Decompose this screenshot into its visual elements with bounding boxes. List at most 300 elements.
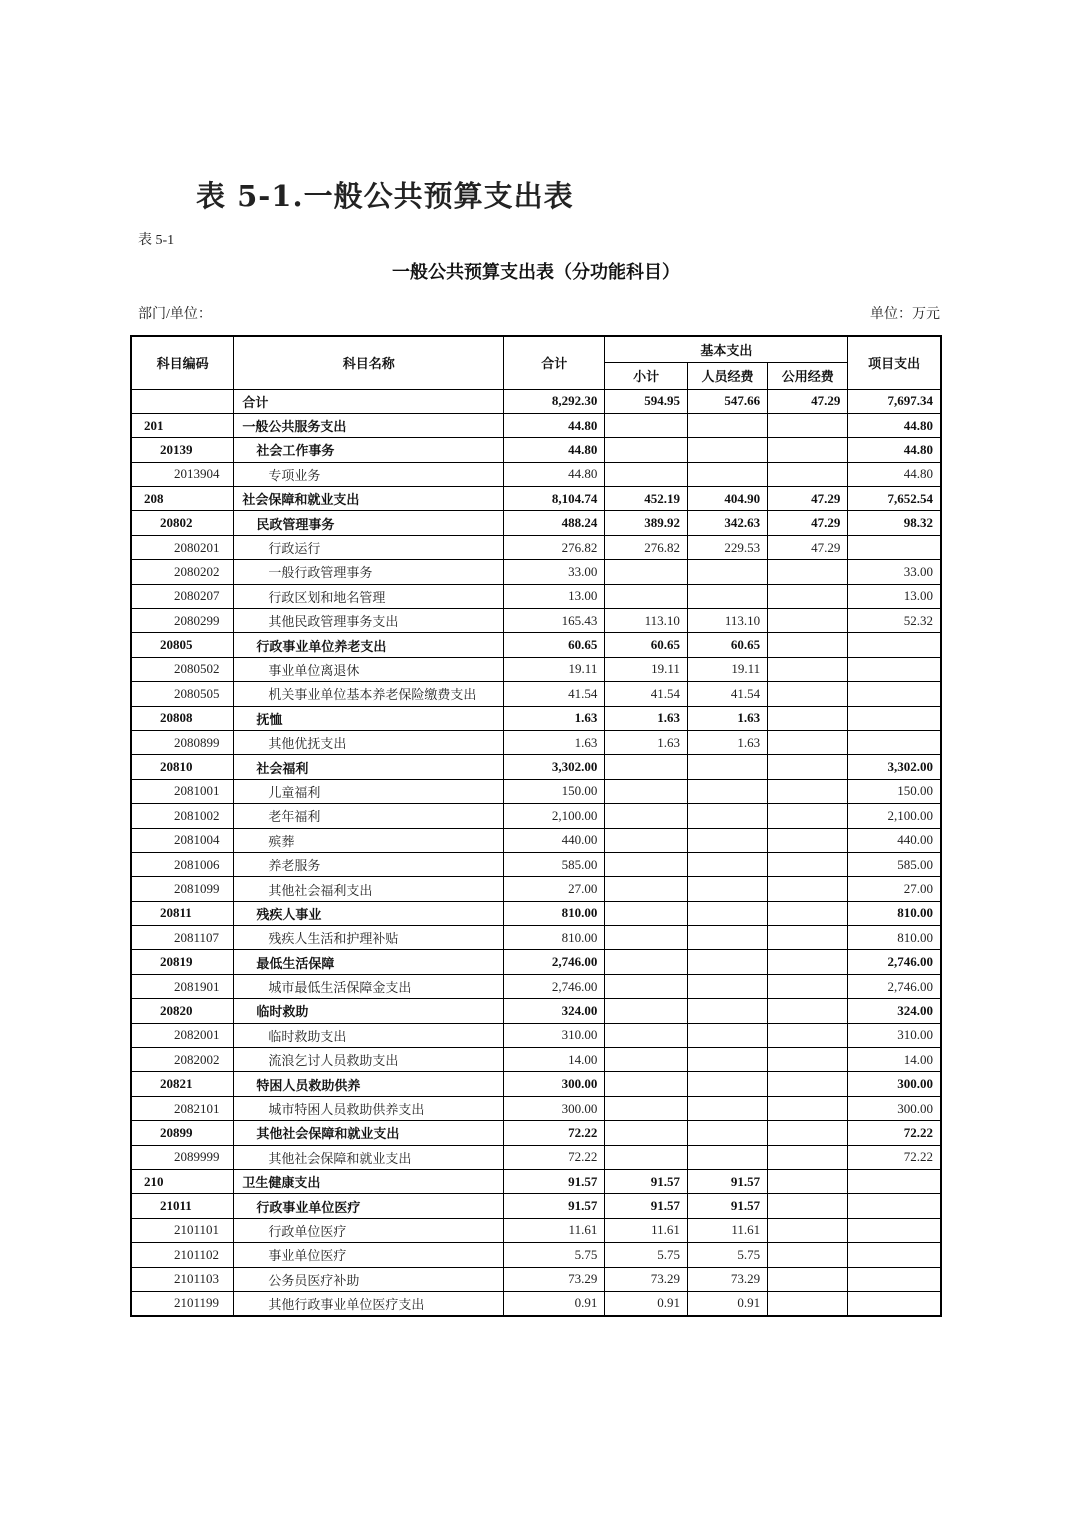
table-number-label: 表 5-1 — [138, 233, 175, 248]
cell-personnel: 547.66 — [687, 389, 767, 413]
cell-code: 20821 — [131, 1072, 234, 1096]
cell-public — [768, 1121, 848, 1145]
cell-code: 2081901 — [131, 974, 234, 998]
cell-subtotal — [605, 1048, 688, 1072]
table-row — [131, 535, 941, 559]
cell-project: 44.80 — [848, 462, 941, 486]
cell-public: 47.29 — [768, 389, 848, 413]
cell-personnel: 60.65 — [687, 633, 767, 657]
cell-subtotal — [605, 926, 688, 950]
cell-code: 210 — [131, 1170, 234, 1194]
cell-code: 21011 — [131, 1194, 234, 1218]
cell-code — [131, 389, 234, 413]
cell-public — [768, 584, 848, 608]
cell-personnel — [687, 438, 767, 462]
cell-project: 52.32 — [848, 609, 941, 633]
cell-public — [768, 1267, 848, 1291]
cell-name: 公务员医疗补助 — [234, 1267, 504, 1291]
cell-public — [768, 852, 848, 876]
cell-public — [768, 1145, 848, 1169]
cell-name: 流浪乞讨人员救助支出 — [234, 1048, 504, 1072]
cell-subtotal — [605, 1145, 688, 1169]
cell-name: 其他优抚支出 — [234, 730, 504, 754]
cell-total: 60.65 — [504, 633, 605, 657]
cell-name: 特困人员救助供养 — [234, 1072, 504, 1096]
cell-public — [768, 926, 848, 950]
cell-total: 73.29 — [504, 1267, 605, 1291]
cell-total: 0.91 — [504, 1291, 605, 1315]
table-row — [131, 389, 941, 413]
cell-name: 儿童福利 — [234, 779, 504, 803]
cell-name: 其他社会保障和就业支出 — [234, 1121, 504, 1145]
cell-project: 440.00 — [848, 828, 941, 852]
table-row — [131, 1218, 941, 1242]
cell-project: 585.00 — [848, 852, 941, 876]
cell-code: 2080502 — [131, 657, 234, 681]
cell-total: 44.80 — [504, 462, 605, 486]
cell-personnel: 113.10 — [687, 609, 767, 633]
cell-subtotal: 389.92 — [605, 511, 688, 535]
cell-personnel — [687, 999, 767, 1023]
budget-table-body — [131, 389, 941, 1316]
cell-subtotal — [605, 877, 688, 901]
cell-public — [768, 413, 848, 437]
cell-name: 其他社会保障和就业支出 — [234, 1145, 504, 1169]
cell-personnel: 0.91 — [687, 1291, 767, 1315]
cell-public — [768, 657, 848, 681]
cell-public — [768, 974, 848, 998]
cell-total: 276.82 — [504, 535, 605, 559]
table-row — [131, 755, 941, 779]
cell-project: 7,697.34 — [848, 389, 941, 413]
cell-total: 14.00 — [504, 1048, 605, 1072]
cell-code: 2080202 — [131, 560, 234, 584]
cell-total: 165.43 — [504, 609, 605, 633]
table-row — [131, 511, 941, 535]
cell-personnel — [687, 877, 767, 901]
cell-public — [768, 609, 848, 633]
cell-public — [768, 755, 848, 779]
header-code: 科目编码 — [131, 336, 234, 389]
cell-total: 8,104.74 — [504, 487, 605, 511]
cell-name: 行政区划和地名管理 — [234, 584, 504, 608]
cell-public — [768, 462, 848, 486]
cell-subtotal — [605, 462, 688, 486]
table-row — [131, 487, 941, 511]
cell-total: 72.22 — [504, 1145, 605, 1169]
cell-public — [768, 1243, 848, 1267]
cell-code: 2081002 — [131, 804, 234, 828]
cell-name: 老年福利 — [234, 804, 504, 828]
cell-project: 27.00 — [848, 877, 941, 901]
cell-public — [768, 1048, 848, 1072]
cell-total: 3,302.00 — [504, 755, 605, 779]
cell-total: 41.54 — [504, 682, 605, 706]
department-label: 部门/单位： — [138, 307, 212, 322]
cell-project: 3,302.00 — [848, 755, 941, 779]
cell-name: 民政管理事务 — [234, 511, 504, 535]
cell-name: 城市特困人员救助供养支出 — [234, 1096, 504, 1120]
cell-code: 2101103 — [131, 1267, 234, 1291]
cell-total: 91.57 — [504, 1194, 605, 1218]
cell-project — [848, 1291, 941, 1315]
cell-personnel: 41.54 — [687, 682, 767, 706]
cell-name: 其他行政事业单位医疗支出 — [234, 1291, 504, 1315]
cell-subtotal: 41.54 — [605, 682, 688, 706]
table-row — [131, 1096, 941, 1120]
cell-subtotal — [605, 804, 688, 828]
header-project: 项目支出 — [848, 336, 941, 389]
cell-name: 养老服务 — [234, 852, 504, 876]
cell-code: 2081004 — [131, 828, 234, 852]
cell-public — [768, 1218, 848, 1242]
cell-public — [768, 438, 848, 462]
cell-personnel — [687, 1048, 767, 1072]
cell-public — [768, 1170, 848, 1194]
cell-project: 150.00 — [848, 779, 941, 803]
cell-code: 2082101 — [131, 1096, 234, 1120]
cell-public — [768, 901, 848, 925]
cell-name: 合计 — [234, 389, 504, 413]
cell-subtotal — [605, 974, 688, 998]
header-subtotal: 小计 — [605, 362, 688, 389]
cell-personnel — [687, 1023, 767, 1047]
cell-public — [768, 1072, 848, 1096]
cell-name: 事业单位医疗 — [234, 1243, 504, 1267]
header-public: 公用经费 — [768, 362, 848, 389]
cell-project — [848, 657, 941, 681]
cell-public — [768, 828, 848, 852]
cell-code: 2081099 — [131, 877, 234, 901]
table-row — [131, 1243, 941, 1267]
cell-code: 20139 — [131, 438, 234, 462]
cell-public: 47.29 — [768, 511, 848, 535]
cell-code: 2101101 — [131, 1218, 234, 1242]
cell-personnel: 73.29 — [687, 1267, 767, 1291]
cell-public — [768, 950, 848, 974]
cell-public — [768, 1096, 848, 1120]
cell-personnel — [687, 462, 767, 486]
cell-personnel — [687, 974, 767, 998]
table-row — [131, 877, 941, 901]
cell-project: 810.00 — [848, 926, 941, 950]
cell-public — [768, 682, 848, 706]
cell-project — [848, 1243, 941, 1267]
cell-subtotal: 1.63 — [605, 706, 688, 730]
table-row — [131, 804, 941, 828]
cell-project — [848, 1170, 941, 1194]
cell-total: 810.00 — [504, 926, 605, 950]
cell-name: 临时救助支出 — [234, 1023, 504, 1047]
cell-total: 2,100.00 — [504, 804, 605, 828]
table-row — [131, 999, 941, 1023]
cell-project: 33.00 — [848, 560, 941, 584]
cell-project — [848, 633, 941, 657]
cell-subtotal — [605, 852, 688, 876]
table-row — [131, 1291, 941, 1315]
cell-total: 91.57 — [504, 1170, 605, 1194]
header-total: 合计 — [504, 336, 605, 389]
cell-subtotal: 91.57 — [605, 1170, 688, 1194]
table-row — [131, 584, 941, 608]
cell-total: 11.61 — [504, 1218, 605, 1242]
cell-subtotal: 11.61 — [605, 1218, 688, 1242]
cell-subtotal: 594.95 — [605, 389, 688, 413]
cell-total: 300.00 — [504, 1096, 605, 1120]
budget-table — [130, 335, 942, 1317]
cell-total: 19.11 — [504, 657, 605, 681]
cell-subtotal — [605, 413, 688, 437]
cell-name: 一般公共服务支出 — [234, 413, 504, 437]
cell-subtotal — [605, 438, 688, 462]
cell-total: 150.00 — [504, 779, 605, 803]
table-row — [131, 633, 941, 657]
table-row — [131, 901, 941, 925]
cell-code: 2081107 — [131, 926, 234, 950]
cell-total: 33.00 — [504, 560, 605, 584]
header-row-1 — [131, 336, 941, 362]
cell-code: 2013904 — [131, 462, 234, 486]
cell-personnel: 1.63 — [687, 706, 767, 730]
cell-name: 残疾人事业 — [234, 901, 504, 925]
cell-project — [848, 682, 941, 706]
cell-total: 13.00 — [504, 584, 605, 608]
cell-name: 行政运行 — [234, 535, 504, 559]
table-row — [131, 438, 941, 462]
cell-code: 2080299 — [131, 609, 234, 633]
cell-total: 1.63 — [504, 730, 605, 754]
table-row — [131, 974, 941, 998]
cell-subtotal — [605, 1096, 688, 1120]
cell-project: 2,100.00 — [848, 804, 941, 828]
cell-name: 事业单位离退休 — [234, 657, 504, 681]
table-row — [131, 1267, 941, 1291]
cell-personnel: 91.57 — [687, 1194, 767, 1218]
cell-name: 社会福利 — [234, 755, 504, 779]
cell-personnel — [687, 852, 767, 876]
cell-subtotal — [605, 779, 688, 803]
cell-total: 1.63 — [504, 706, 605, 730]
cell-code: 20811 — [131, 901, 234, 925]
cell-personnel — [687, 755, 767, 779]
cell-total: 810.00 — [504, 901, 605, 925]
cell-subtotal — [605, 584, 688, 608]
cell-personnel: 342.63 — [687, 511, 767, 535]
cell-project: 13.00 — [848, 584, 941, 608]
cell-project: 44.80 — [848, 413, 941, 437]
cell-code: 2080207 — [131, 584, 234, 608]
table-row — [131, 852, 941, 876]
cell-personnel — [687, 779, 767, 803]
cell-subtotal — [605, 1072, 688, 1096]
cell-total: 2,746.00 — [504, 950, 605, 974]
table-row — [131, 1145, 941, 1169]
cell-name: 行政事业单位医疗 — [234, 1194, 504, 1218]
table-row — [131, 560, 941, 584]
cell-public — [768, 1194, 848, 1218]
cell-project: 2,746.00 — [848, 974, 941, 998]
cell-personnel — [687, 584, 767, 608]
cell-project: 98.32 — [848, 511, 941, 535]
table-row — [131, 682, 941, 706]
cell-personnel: 91.57 — [687, 1170, 767, 1194]
cell-name: 殡葬 — [234, 828, 504, 852]
cell-subtotal: 60.65 — [605, 633, 688, 657]
cell-personnel: 5.75 — [687, 1243, 767, 1267]
cell-name: 其他社会福利支出 — [234, 877, 504, 901]
cell-code: 2101102 — [131, 1243, 234, 1267]
cell-personnel — [687, 901, 767, 925]
table-row — [131, 1170, 941, 1194]
cell-code: 20820 — [131, 999, 234, 1023]
cell-project: 72.22 — [848, 1121, 941, 1145]
cell-code: 2080201 — [131, 535, 234, 559]
cell-name: 社会工作事务 — [234, 438, 504, 462]
table-row — [131, 1048, 941, 1072]
cell-total: 44.80 — [504, 438, 605, 462]
cell-code: 20808 — [131, 706, 234, 730]
header-personnel: 人员经费 — [687, 362, 767, 389]
cell-name: 最低生活保障 — [234, 950, 504, 974]
cell-subtotal — [605, 755, 688, 779]
cell-code: 2080899 — [131, 730, 234, 754]
cell-project — [848, 706, 941, 730]
cell-public — [768, 633, 848, 657]
cell-personnel — [687, 560, 767, 584]
cell-project: 44.80 — [848, 438, 941, 462]
cell-project: 310.00 — [848, 1023, 941, 1047]
cell-code: 20810 — [131, 755, 234, 779]
unit-label: 单位：万元 — [870, 307, 940, 322]
cell-project — [848, 730, 941, 754]
cell-subtotal: 0.91 — [605, 1291, 688, 1315]
cell-public — [768, 779, 848, 803]
cell-public — [768, 1291, 848, 1315]
cell-name: 行政单位医疗 — [234, 1218, 504, 1242]
cell-personnel — [687, 950, 767, 974]
cell-project: 324.00 — [848, 999, 941, 1023]
cell-code: 20802 — [131, 511, 234, 535]
cell-total: 8,292.30 — [504, 389, 605, 413]
cell-subtotal — [605, 999, 688, 1023]
table-row — [131, 926, 941, 950]
cell-subtotal: 452.19 — [605, 487, 688, 511]
table-row — [131, 950, 941, 974]
cell-personnel: 19.11 — [687, 657, 767, 681]
cell-code: 2081001 — [131, 779, 234, 803]
table-row — [131, 706, 941, 730]
cell-project — [848, 1194, 941, 1218]
cell-code: 2101199 — [131, 1291, 234, 1315]
cell-subtotal — [605, 560, 688, 584]
cell-public — [768, 1023, 848, 1047]
cell-project: 300.00 — [848, 1096, 941, 1120]
cell-subtotal — [605, 1023, 688, 1047]
cell-project: 810.00 — [848, 901, 941, 925]
cell-personnel — [687, 413, 767, 437]
cell-subtotal: 113.10 — [605, 609, 688, 633]
cell-personnel — [687, 804, 767, 828]
table-row — [131, 1194, 941, 1218]
table-header — [131, 336, 941, 389]
cell-total: 2,746.00 — [504, 974, 605, 998]
table-row — [131, 609, 941, 633]
cell-name: 卫生健康支出 — [234, 1170, 504, 1194]
table-row — [131, 730, 941, 754]
cell-project — [848, 1218, 941, 1242]
cell-name: 残疾人生活和护理补贴 — [234, 926, 504, 950]
cell-name: 社会保障和就业支出 — [234, 487, 504, 511]
cell-code: 20819 — [131, 950, 234, 974]
cell-code: 20805 — [131, 633, 234, 657]
cell-public — [768, 999, 848, 1023]
cell-total: 72.22 — [504, 1121, 605, 1145]
cell-project: 7,652.54 — [848, 487, 941, 511]
cell-name: 机关事业单位基本养老保险缴费支出 — [234, 682, 504, 706]
cell-public: 47.29 — [768, 487, 848, 511]
cell-project: 72.22 — [848, 1145, 941, 1169]
cell-subtotal — [605, 901, 688, 925]
cell-personnel: 11.61 — [687, 1218, 767, 1242]
cell-total: 5.75 — [504, 1243, 605, 1267]
cell-name: 抚恤 — [234, 706, 504, 730]
table-row — [131, 413, 941, 437]
cell-personnel — [687, 1145, 767, 1169]
cell-public — [768, 877, 848, 901]
cell-project: 14.00 — [848, 1048, 941, 1072]
meta-line — [138, 303, 940, 323]
table-row — [131, 1121, 941, 1145]
cell-personnel: 1.63 — [687, 730, 767, 754]
table-subtitle: 一般公共预算支出表（分功能科目） — [392, 262, 680, 282]
cell-project — [848, 1267, 941, 1291]
cell-personnel: 404.90 — [687, 487, 767, 511]
table-row — [131, 1072, 941, 1096]
cell-personnel — [687, 1121, 767, 1145]
cell-subtotal: 91.57 — [605, 1194, 688, 1218]
cell-personnel — [687, 926, 767, 950]
cell-project: 300.00 — [848, 1072, 941, 1096]
cell-code: 2089999 — [131, 1145, 234, 1169]
cell-subtotal: 19.11 — [605, 657, 688, 681]
table-row — [131, 462, 941, 486]
header-basic-group: 基本支出 — [605, 336, 848, 362]
cell-subtotal: 5.75 — [605, 1243, 688, 1267]
table-row — [131, 779, 941, 803]
cell-total: 324.00 — [504, 999, 605, 1023]
cell-personnel — [687, 1072, 767, 1096]
document-title: 表 5-1.一般公共预算支出表 — [196, 179, 574, 213]
cell-code: 2082001 — [131, 1023, 234, 1047]
cell-total: 585.00 — [504, 852, 605, 876]
cell-code: 20899 — [131, 1121, 234, 1145]
cell-name: 一般行政管理事务 — [234, 560, 504, 584]
table-row — [131, 657, 941, 681]
cell-subtotal: 276.82 — [605, 535, 688, 559]
cell-personnel — [687, 828, 767, 852]
cell-personnel — [687, 1096, 767, 1120]
cell-public: 47.29 — [768, 535, 848, 559]
cell-total: 440.00 — [504, 828, 605, 852]
cell-public — [768, 804, 848, 828]
cell-subtotal: 1.63 — [605, 730, 688, 754]
cell-code: 201 — [131, 413, 234, 437]
cell-total: 27.00 — [504, 877, 605, 901]
cell-name: 城市最低生活保障金支出 — [234, 974, 504, 998]
cell-code: 2081006 — [131, 852, 234, 876]
cell-public — [768, 706, 848, 730]
cell-public — [768, 730, 848, 754]
